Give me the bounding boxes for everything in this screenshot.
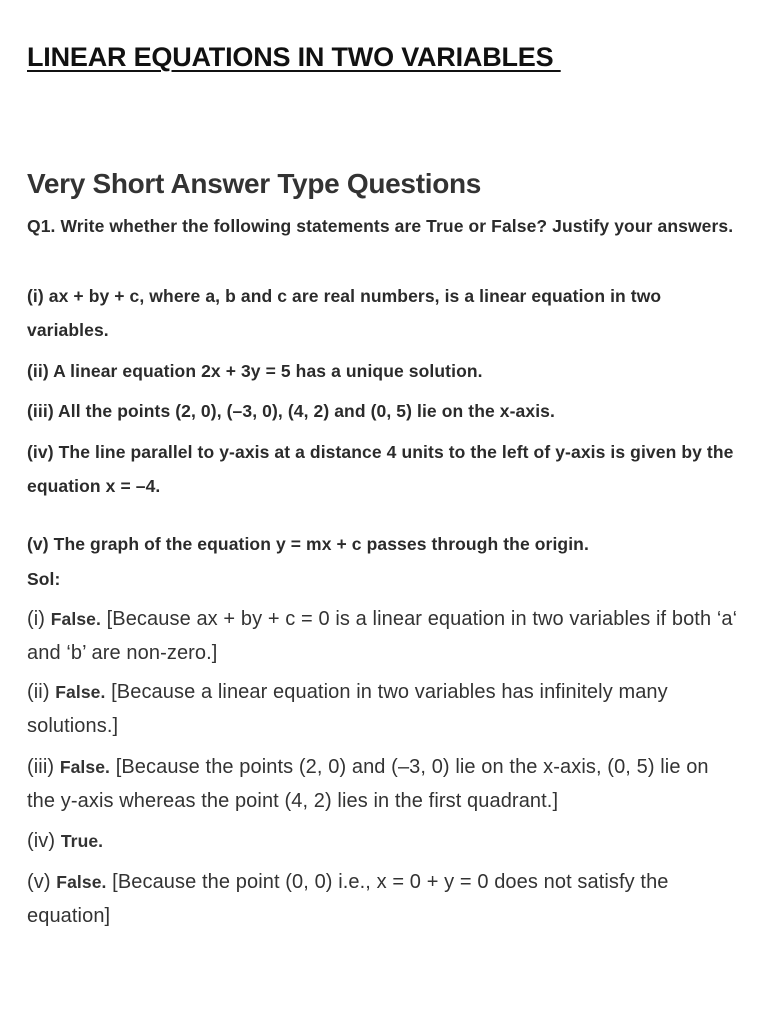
answer-reason: [Because a linear equation in two variables has infinitely many solutions.] — [27, 681, 668, 737]
statement-1: (i) ax + by + c, where a, b and c are real numbers, is a linear equation in two variables. — [27, 286, 662, 340]
answer-3 — [27, 750, 742, 818]
section-heading: Very Short Answer Type Questions — [27, 168, 482, 199]
answer-number: (ii) — [27, 681, 56, 703]
answer-verdict: False. — [56, 872, 107, 892]
answer-4 — [27, 824, 742, 858]
answer-verdict: False. — [50, 609, 101, 629]
solution-label: Sol: — [27, 569, 61, 589]
statement-5: (v) The graph of the equation y = mx + c passes through the origin. — [27, 534, 589, 554]
answer-verdict: False. — [59, 757, 111, 777]
document-title: LINEAR EQUATIONS IN TWO VARIABLES — [27, 42, 561, 72]
answer-reason: [Because the points (2, 0) and (–3, 0) lie on the x-axis, (0, 5) lie on the y-axis whereas the point (4, 2) lies in the first quadrant.] — [27, 756, 709, 812]
answer-reason: [Because the point (0, 0) i.e., x = 0 + y = 0 does not satisfy the equation] — [27, 871, 669, 927]
answer-reason: [Because ax + by + c = 0 is a linear equation in two variables if both ‘a‘ and ‘b’ are non-zero.] — [27, 608, 738, 664]
answer-number: (iv) — [27, 830, 61, 852]
answer-number: (i) — [27, 608, 51, 630]
answer-verdict: True. — [60, 831, 104, 851]
statement-4: (iv) The line parallel to y-axis at a distance 4 units to the left of y-axis is given by the equation x = –4. — [27, 442, 734, 496]
answer-1 — [27, 602, 742, 670]
statement-3: (iii) All the points (2, 0), (–3, 0), (4, 2) and (0, 5) lie on the x-axis. — [27, 401, 555, 421]
answer-number: (v) — [27, 871, 57, 893]
question-intro: Q1. Write whether the following statements are True or False? Justify your answers. — [27, 216, 734, 236]
answer-number: (iii) — [27, 756, 60, 778]
answer-2 — [27, 675, 742, 743]
answer-verdict: False. — [55, 682, 106, 702]
statement-2: (ii) A linear equation 2x + 3y = 5 has a unique solution. — [27, 361, 483, 381]
answer-5 — [27, 865, 742, 933]
